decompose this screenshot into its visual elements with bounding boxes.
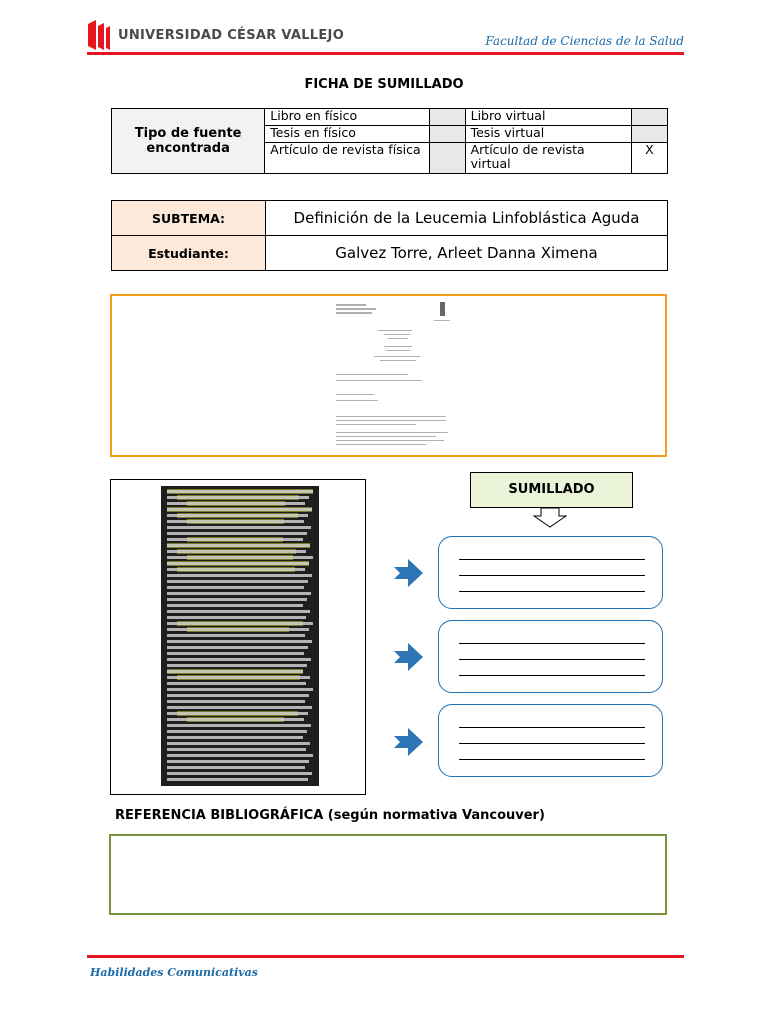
- footer-course: Habilidades Comunicativas: [90, 966, 258, 979]
- source-option-checkbox[interactable]: [631, 126, 667, 143]
- faculty-name: Facultad de Ciencias de la Salud: [485, 34, 684, 48]
- header-rule: [87, 52, 684, 55]
- reference-title: REFERENCIA BIBLIOGRÁFICA (según normativa Vancouver): [115, 808, 545, 823]
- text-line: [167, 706, 312, 709]
- text-line: [167, 502, 305, 505]
- source-option-checkbox[interactable]: [429, 143, 465, 174]
- text-line: [167, 742, 310, 745]
- text-line: [167, 658, 311, 661]
- highlighted-text-image: [110, 479, 366, 795]
- text-line: [167, 700, 305, 703]
- text-line: [167, 514, 308, 517]
- text-line: [167, 508, 312, 511]
- text-line: [167, 772, 312, 775]
- text-line: [167, 574, 312, 577]
- text-line: [167, 616, 306, 619]
- source-type-table: [111, 108, 668, 174]
- text-line: [167, 682, 306, 685]
- ucv-logo-icon: [88, 20, 110, 50]
- university-logo: [88, 20, 344, 50]
- text-line: [167, 538, 303, 541]
- text-line: [167, 490, 313, 493]
- source-option-checkbox[interactable]: [429, 126, 465, 143]
- subtema-value[interactable]: Definición de la Leucemia Linfoblástica Aguda: [266, 201, 668, 236]
- text-line: [167, 634, 305, 637]
- text-line: [167, 718, 304, 721]
- source-option-label: Tesis virtual: [465, 126, 631, 143]
- text-line: [167, 586, 304, 589]
- text-line: [167, 598, 307, 601]
- source-option-label: Artículo de revista virtual: [465, 143, 631, 174]
- subtema-label: SUBTEMA:: [112, 201, 266, 236]
- text-line: [167, 622, 313, 625]
- down-arrow-icon: [533, 508, 567, 528]
- text-line: [167, 520, 304, 523]
- text-line: [167, 592, 311, 595]
- article-thumbnail: [334, 300, 452, 450]
- text-line: [167, 544, 310, 547]
- text-line: [167, 736, 303, 739]
- source-option-checkbox[interactable]: X: [631, 143, 667, 174]
- summary-box[interactable]: [438, 536, 663, 609]
- text-line: [167, 646, 308, 649]
- text-line: [167, 652, 304, 655]
- text-line: [167, 748, 306, 751]
- text-line: [167, 532, 307, 535]
- text-line: [167, 676, 310, 679]
- source-option-checkbox[interactable]: [631, 109, 667, 126]
- text-line: [167, 724, 311, 727]
- text-line: [167, 610, 310, 613]
- text-line: [167, 778, 308, 781]
- reference-input-box[interactable]: [109, 834, 667, 915]
- text-line: [167, 754, 313, 757]
- text-line: [167, 604, 303, 607]
- text-line: [167, 766, 305, 769]
- text-line: [167, 562, 309, 565]
- subject-table: [111, 200, 668, 271]
- source-option-label: Artículo de revista física: [265, 143, 429, 174]
- text-line: [167, 760, 309, 763]
- text-line: [167, 694, 309, 697]
- document-title: FICHA DE SUMILLADO: [304, 77, 464, 92]
- text-line: [167, 568, 305, 571]
- right-arrow-icon: [394, 642, 424, 672]
- text-line: [167, 712, 308, 715]
- estudiante-label: Estudiante:: [112, 236, 266, 271]
- right-arrow-icon: [394, 558, 424, 588]
- text-line: [167, 526, 311, 529]
- text-line: [167, 556, 313, 559]
- estudiante-value[interactable]: Galvez Torre, Arleet Danna Ximena: [266, 236, 668, 271]
- text-line: [167, 730, 307, 733]
- text-line: [167, 580, 308, 583]
- text-line: [167, 664, 307, 667]
- source-option-checkbox[interactable]: [429, 109, 465, 126]
- text-line: [167, 496, 309, 499]
- article-preview-box: [110, 294, 667, 457]
- text-line: [167, 628, 309, 631]
- summary-box[interactable]: [438, 620, 663, 693]
- text-line: [167, 670, 303, 673]
- text-line: [167, 640, 312, 643]
- right-arrow-icon: [394, 727, 424, 757]
- footer-rule: [87, 955, 684, 958]
- source-option-label: Libro en físico: [265, 109, 429, 126]
- scanned-page: [161, 486, 319, 786]
- source-option-label: Libro virtual: [465, 109, 631, 126]
- source-option-label: Tesis en físico: [265, 126, 429, 143]
- text-line: [167, 688, 313, 691]
- university-name: UNIVERSIDAD CÉSAR VALLEJO: [118, 27, 345, 43]
- text-line: [167, 550, 306, 553]
- source-type-header: Tipo de fuente encontrada: [112, 109, 265, 174]
- sumillado-label: SUMILLADO: [470, 472, 633, 508]
- summary-box[interactable]: [438, 704, 663, 777]
